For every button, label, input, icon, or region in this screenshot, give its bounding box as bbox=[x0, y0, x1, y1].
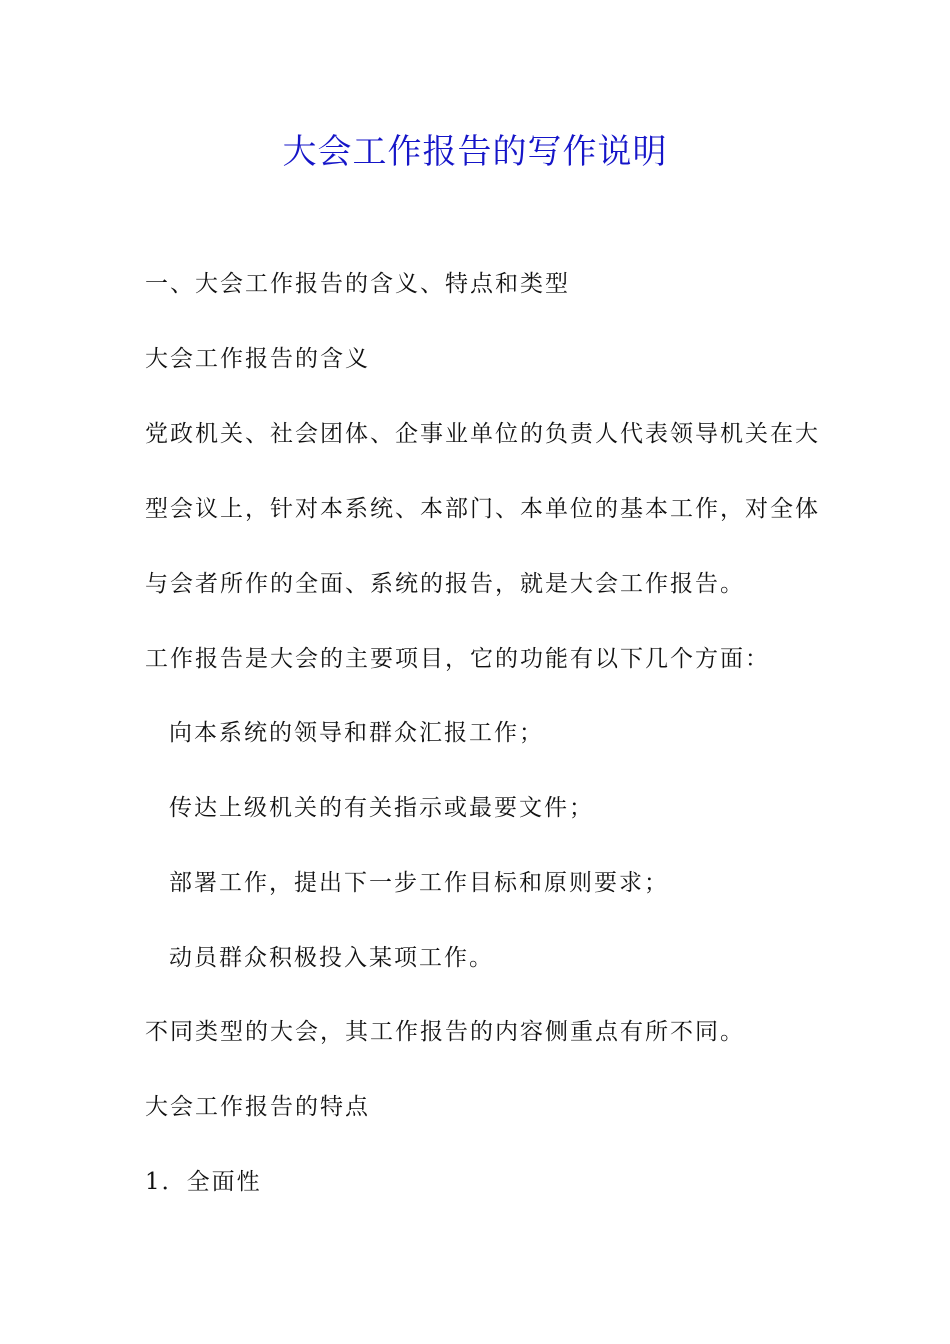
function-item: 动员群众积极投入某项工作。 bbox=[169, 945, 494, 971]
feature-item: 1．全面性 bbox=[145, 1169, 262, 1195]
function-item: 传达上级机关的有关指示或最要文件； bbox=[169, 795, 594, 821]
function-item: 部署工作，提出下一步工作目标和原则要求； bbox=[169, 870, 669, 896]
definition-line: 与会者所作的全面、系统的报告，就是大会工作报告。 bbox=[145, 571, 745, 597]
function-item: 向本系统的领导和群众汇报工作； bbox=[169, 720, 544, 746]
subheading-features: 大会工作报告的特点 bbox=[145, 1094, 370, 1120]
functions-intro: 工作报告是大会的主要项目，它的功能有以下几个方面： bbox=[145, 646, 770, 672]
subheading-meaning: 大会工作报告的含义 bbox=[145, 346, 370, 372]
definition-line: 党政机关、社会团体、企事业单位的负责人代表领导机关在大 bbox=[145, 421, 820, 447]
difference-note: 不同类型的大会，其工作报告的内容侧重点有所不同。 bbox=[145, 1019, 745, 1045]
section-heading: 一、大会工作报告的含义、特点和类型 bbox=[145, 271, 570, 297]
document-title: 大会工作报告的写作说明 bbox=[282, 132, 668, 172]
definition-line: 型会议上，针对本系统、本部门、本单位的基本工作，对全体 bbox=[145, 496, 820, 522]
